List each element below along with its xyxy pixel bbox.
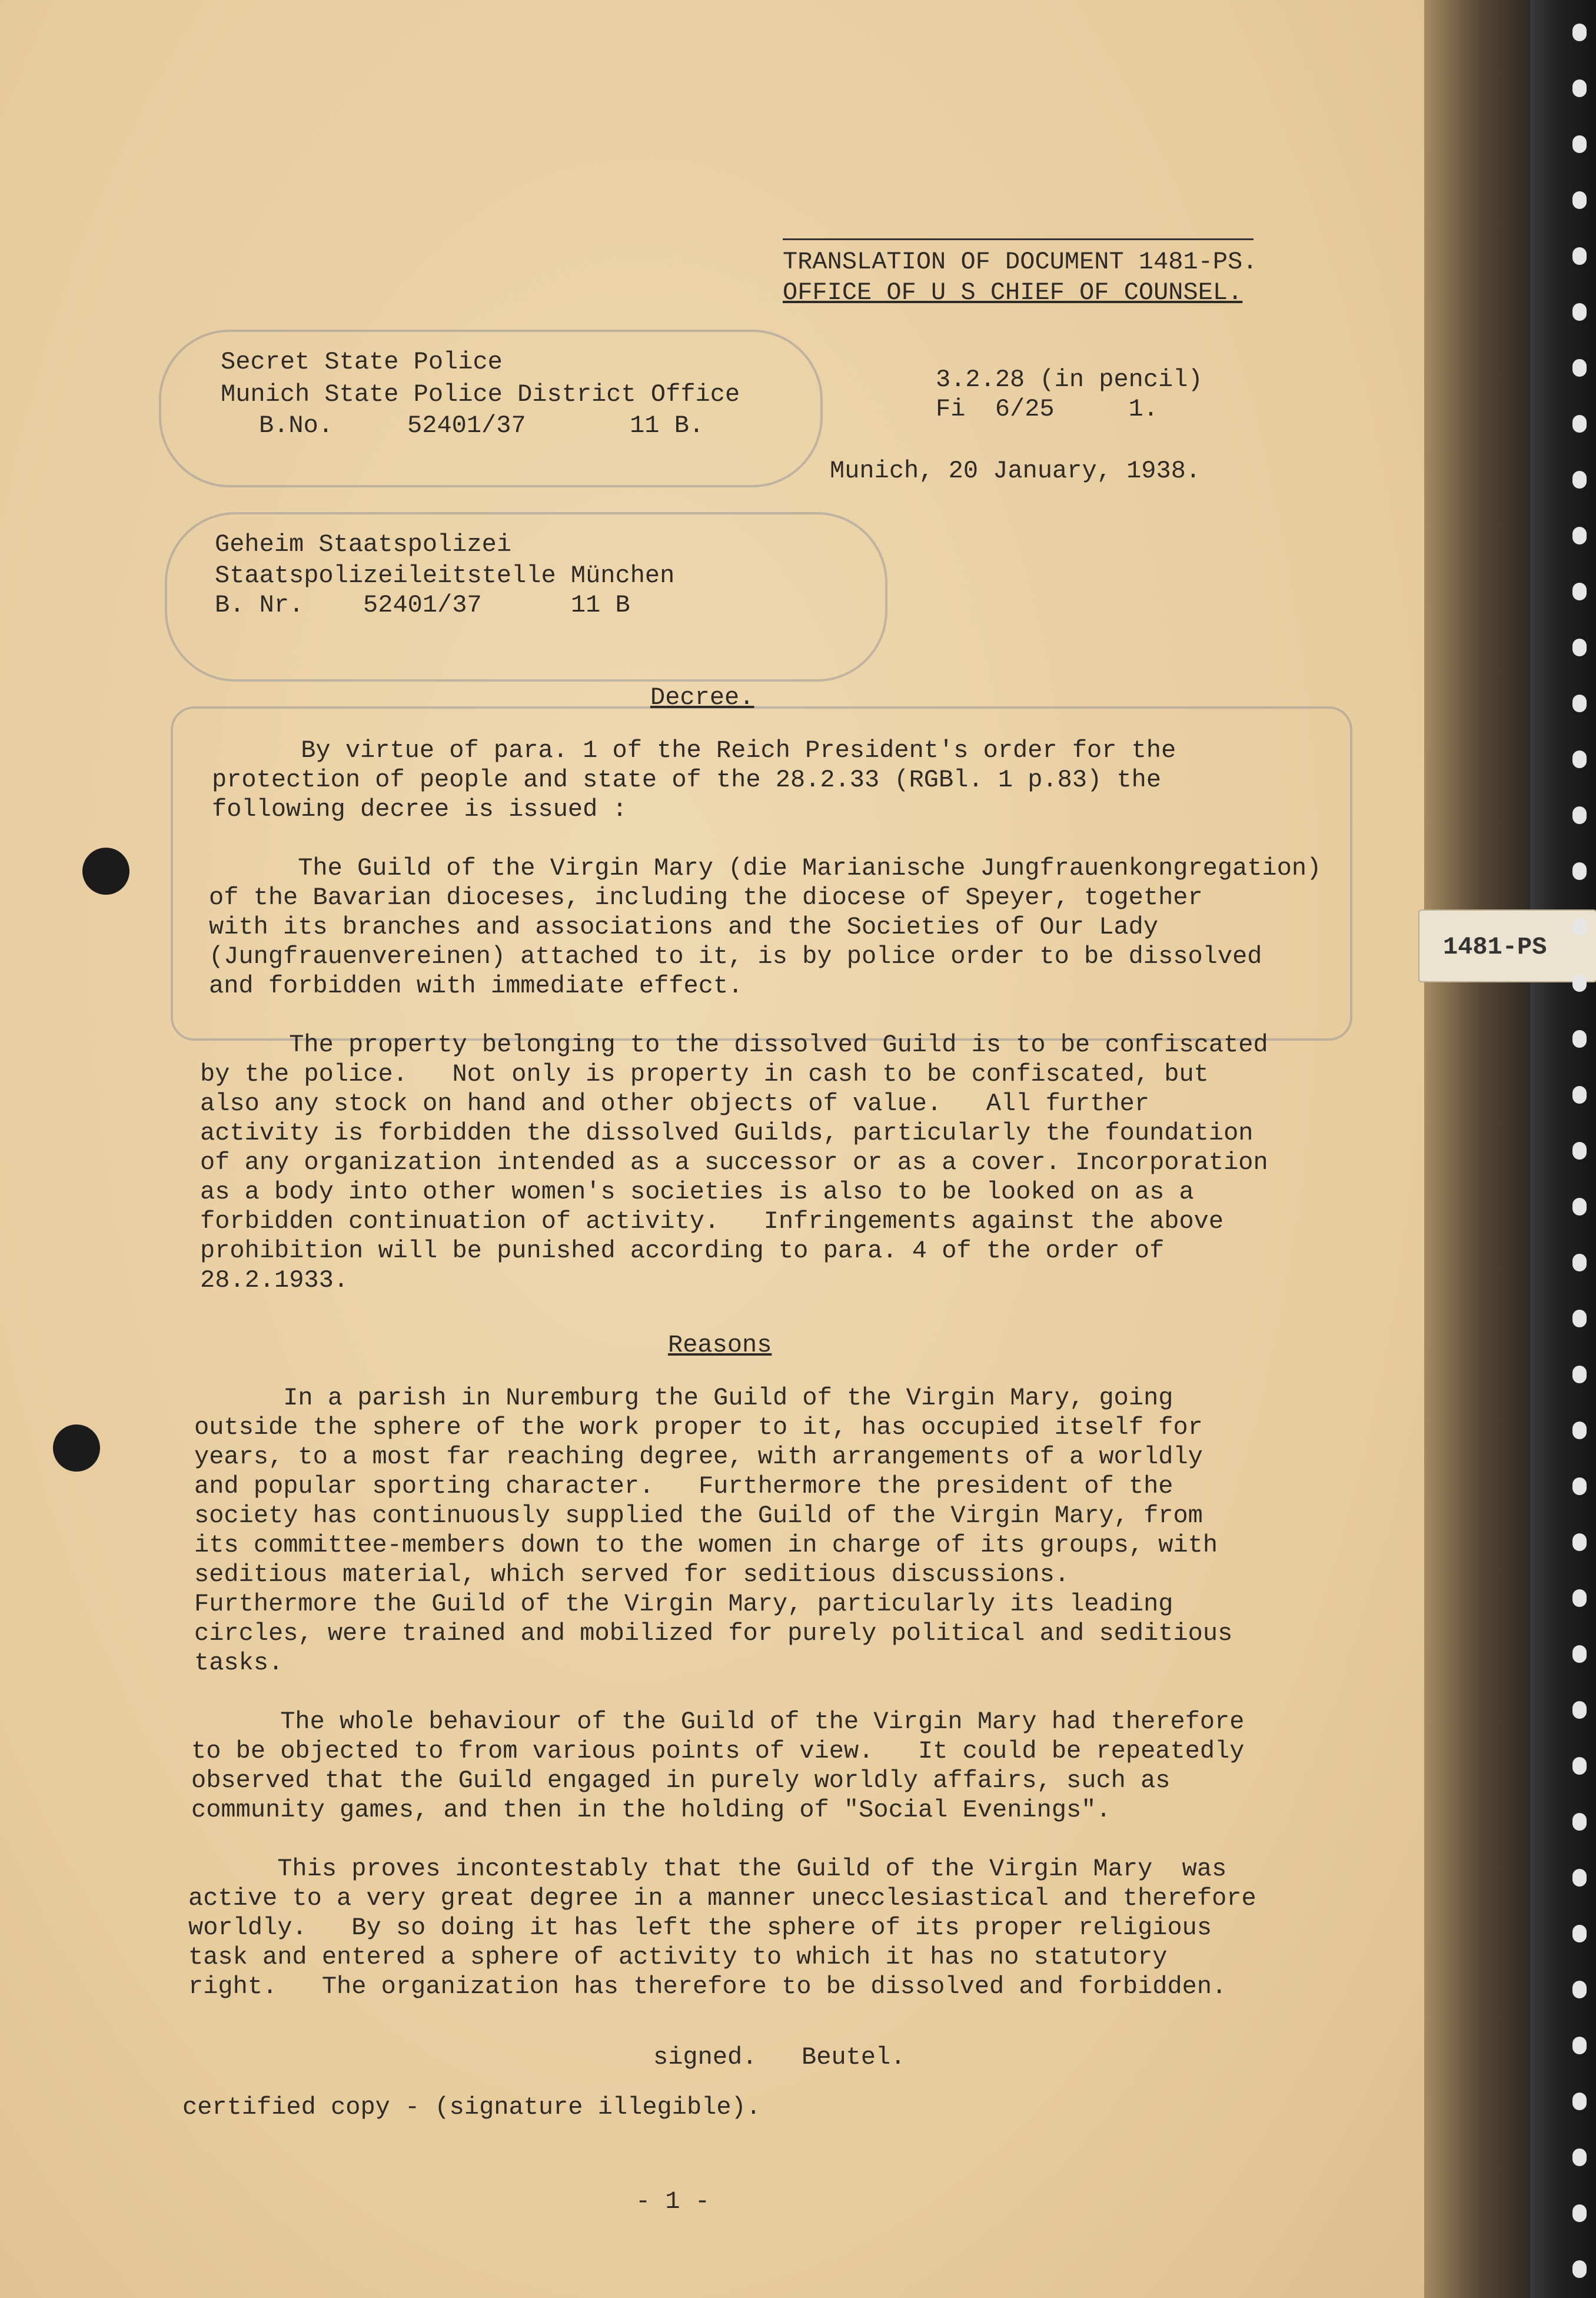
binder-hole: [1572, 191, 1587, 209]
decree-title: Decree.: [650, 683, 754, 712]
text-line: prohibition will be punished according to para. 4 of the order of: [200, 1237, 1165, 1265]
binder-hole: [1572, 1533, 1587, 1551]
binder-hole: [1572, 415, 1587, 433]
text-line: activity is forbidden the dissolved Guilds, particularly the foundation: [200, 1119, 1253, 1147]
text-line: right. The organization has therefore to be dissolved and forbidden.: [188, 1972, 1227, 2001]
text-line: task and entered a sphere of activity to which it has no statutory: [188, 1943, 1168, 1971]
document-date: Munich, 20 January, 1938.: [830, 457, 1201, 485]
binder-hole: [1572, 862, 1587, 880]
text-line: community games, and then in the holding of "Social Evenings".: [191, 1796, 1111, 1824]
binder-hole: [1572, 2204, 1587, 2222]
sender-de-line-2: Staatspolizeileitstelle München: [215, 562, 675, 590]
sender-en-line-1: Secret State Police: [221, 348, 503, 376]
text-line: worldly. By so doing it has left the sphere of its proper religious: [188, 1914, 1212, 1942]
text-line: observed that the Guild engaged in purely worldly affairs, such as: [191, 1766, 1171, 1795]
binder-hole: [1572, 303, 1587, 321]
binder-hole: [1572, 2093, 1587, 2110]
page-number: - 1 -: [636, 2187, 710, 2216]
text-line: seditious material, which served for seditious discussions.: [194, 1560, 1070, 1589]
ref-line-1: 3.2.28 (in pencil): [936, 366, 1203, 394]
text-line: tasks.: [194, 1649, 284, 1677]
decree-paragraph-1: [212, 736, 1176, 824]
reasons-paragraph-3: [188, 1854, 1256, 2001]
decree-paragraph-3: [200, 1030, 1268, 1295]
binder-hole: [1572, 1645, 1587, 1663]
binder-hole: [1572, 1366, 1587, 1383]
punch-hole-mark-lower: [53, 1424, 100, 1472]
binder-hole: [1572, 1254, 1587, 1271]
decree-paragraph-2: [209, 854, 1321, 1001]
text-line: 28.2.1933.: [200, 1266, 349, 1294]
sender-de-line-1: Geheim Staatspolizei: [215, 530, 512, 559]
binder-hole: [1572, 2037, 1587, 2054]
sender-en-line-3: B.No. 52401/37 11 B.: [259, 411, 704, 440]
text-line: The Guild of the Virgin Mary (die Marianische Jungfrauenkongregation): [209, 854, 1322, 882]
binder-hole: [1572, 1030, 1587, 1048]
binder-hole: [1572, 2260, 1587, 2278]
punch-hole-mark-upper: [82, 848, 129, 895]
text-line: protection of people and state of the 28.2.33 (RGBl. 1 p.83) the: [212, 766, 1162, 794]
binder-hole: [1572, 1813, 1587, 1831]
binder-hole: [1572, 974, 1587, 992]
binder-hole: [1572, 1981, 1587, 1998]
binder-hole: [1572, 1701, 1587, 1719]
signature-line: signed. Beutel.: [653, 2043, 906, 2071]
binder-hole: [1572, 1757, 1587, 1775]
binder-hole: [1572, 359, 1587, 377]
text-line: its committee-members down to the women in charge of its groups, with: [194, 1531, 1218, 1559]
header-line-1: TRANSLATION OF DOCUMENT 1481-PS.: [783, 248, 1258, 276]
text-line: following decree is issued :: [212, 795, 627, 823]
binder-hole: [1572, 1589, 1587, 1607]
text-line: This proves incontestably that the Guild of the Virgin Mary was: [188, 1855, 1227, 1883]
ref-line-2: Fi 6/25 1.: [936, 395, 1159, 423]
text-line: active to a very great degree in a manner unecclesiastical and therefore: [188, 1884, 1256, 1912]
binder-hole: [1572, 639, 1587, 656]
binder-hole: [1572, 1925, 1587, 1942]
binder-hole: [1572, 471, 1587, 489]
binder-hole: [1572, 695, 1587, 712]
reasons-paragraph-1: [194, 1383, 1232, 1678]
text-line: In a parish in Nuremburg the Guild of the Virgin Mary, going: [194, 1384, 1173, 1412]
binder-hole: [1572, 1422, 1587, 1439]
exhibit-tab: [1418, 909, 1596, 982]
binder-hole: [1572, 1086, 1587, 1104]
text-line: to be objected to from various points of view. It could be repeatedly: [191, 1737, 1245, 1765]
text-line: forbidden continuation of activity. Infringements against the above: [200, 1207, 1224, 1236]
binder-hole: [1572, 79, 1587, 97]
text-line: The property belonging to the dissolved Guild is to be confiscated: [200, 1031, 1268, 1059]
text-line: and forbidden with immediate effect.: [209, 972, 743, 1000]
binder-hole: [1572, 1310, 1587, 1327]
reasons-paragraph-2: [191, 1707, 1245, 1825]
binder-hole: [1572, 583, 1587, 600]
binder-hole: [1572, 2148, 1587, 2166]
text-line: of the Bavarian dioceses, including the diocese of Speyer, together: [209, 884, 1203, 912]
binder-hole: [1572, 806, 1587, 824]
text-line: By virtue of para. 1 of the Reich President's order for the: [212, 736, 1176, 765]
binder-hole: [1572, 1869, 1587, 1887]
binder-hole: [1572, 247, 1587, 265]
page-edge-shadow: [1424, 0, 1530, 2298]
text-line: also any stock on hand and other objects of value. All further: [200, 1090, 1150, 1118]
binder-hole: [1572, 750, 1587, 768]
text-line: as a body into other women's societies is also to be looked on as a: [200, 1178, 1194, 1206]
header-line-2: OFFICE OF U S CHIEF OF COUNSEL.: [783, 278, 1243, 307]
sender-en-line-2: Munich State Police District Office: [221, 380, 740, 409]
binder-hole: [1572, 918, 1587, 936]
text-line: by the police. Not only is property in cash to be confiscated, but: [200, 1060, 1209, 1088]
exhibit-tab-label: 1481-PS: [1443, 933, 1547, 961]
text-line: society has continuously supplied the Guild of the Virgin Mary, from: [194, 1502, 1203, 1530]
binder-hole: [1572, 527, 1587, 544]
text-line: with its branches and associations and the Societies of Our Lady: [209, 913, 1159, 941]
text-line: The whole behaviour of the Guild of the Virgin Mary had therefore: [191, 1708, 1245, 1736]
text-line: Furthermore the Guild of the Virgin Mary, particularly its leading: [194, 1590, 1173, 1618]
binder-hole: [1572, 1198, 1587, 1216]
sender-de-line-3: B. Nr. 52401/37 11 B: [215, 591, 630, 619]
binder-hole: [1572, 1142, 1587, 1160]
binder-hole: [1572, 135, 1587, 153]
text-line: and popular sporting character. Furthermore the president of the: [194, 1472, 1173, 1500]
binder-hole: [1572, 1477, 1587, 1495]
header-rule-top: [783, 238, 1253, 240]
text-line: outside the sphere of the work proper to it, has occupied itself for: [194, 1413, 1203, 1442]
text-line: of any organization intended as a successor or as a cover. Incorporation: [200, 1148, 1268, 1177]
text-line: circles, were trained and mobilized for purely political and seditious: [194, 1619, 1233, 1648]
text-line: (Jungfrauenvereinen) attached to it, is by police order to be dissolved: [209, 942, 1262, 971]
reasons-title: Reasons: [668, 1331, 772, 1359]
binder-hole: [1572, 24, 1587, 41]
certified-copy-line: certified copy - (signature illegible).: [182, 2093, 761, 2121]
text-line: years, to a most far reaching degree, with arrangements of a worldly: [194, 1443, 1203, 1471]
